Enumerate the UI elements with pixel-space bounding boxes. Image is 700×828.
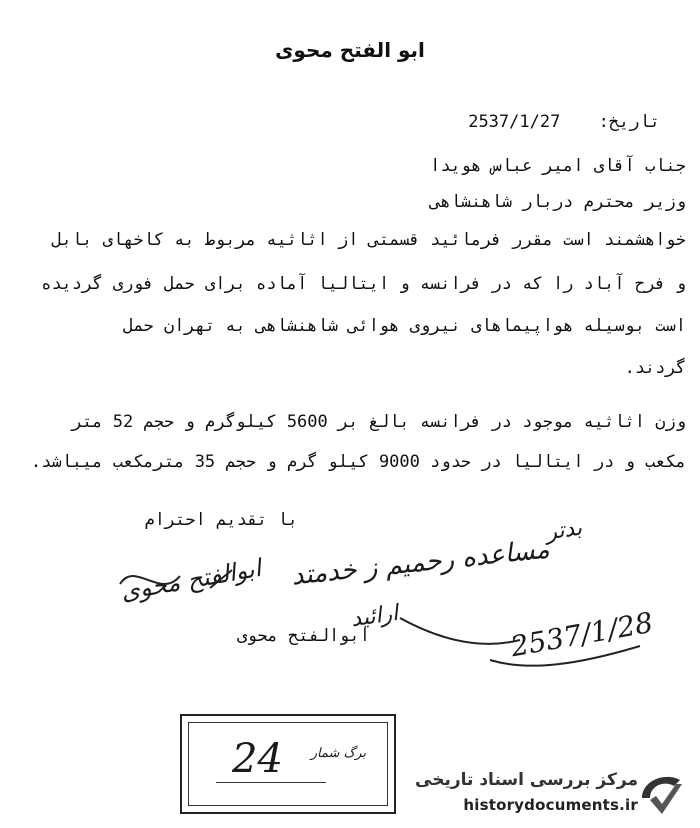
recipient-title: وزیر محترم دربار شاهنشاهی (430, 192, 686, 212)
stamp-label: برگ شمار (310, 746, 366, 761)
watermark-name: مرکز بررسی اسناد تاریخی (415, 770, 638, 790)
handwritten-initials: ارائید (349, 600, 400, 633)
body-line: است بوسیله هواپیماهای نیروی هوائی شاهنشاهی به تهران حمل (123, 316, 686, 336)
recipient-name: جناب آقای امیر عباس هویدا (430, 156, 686, 176)
closing-text: با تقدیم احترام (144, 510, 298, 530)
body-line: خواهشمند است مقرر فرمائید قسمتی از اثاثیه مربوط به کاخهای بابل (51, 230, 686, 250)
page-stamp (180, 714, 396, 814)
handwritten-note: بدتر (544, 515, 584, 546)
date-label: تاریخ: (598, 112, 660, 132)
pen-stroke (210, 570, 232, 588)
watermark-url: historydocuments.ir (463, 796, 638, 814)
body-line: گردند. (624, 358, 686, 378)
handwritten-signature: ابوالفتح محوی (118, 553, 264, 607)
signature-name: ابوالفتح محوی (236, 626, 370, 646)
letter-title: ابو الفتح محوی (275, 38, 425, 62)
weight-line: وزن اثاثیه موجود در فرانسه بالغ بر 5600 کیلوگرم و حجم 52 متر (71, 412, 686, 432)
stamp-underline (216, 782, 326, 783)
watermark-logo-icon (636, 770, 688, 820)
stamp-number: 24 (232, 736, 283, 782)
body-line: و فرح آباد را که در فرانسه و ایتالیا آماده برای حمل فوری گردیده (41, 274, 686, 294)
handwritten-date: 2537/1/28 (508, 605, 656, 664)
handwritten-note: مساعده رحمیم ز خدمتد (290, 534, 551, 592)
pen-stroke (400, 618, 520, 644)
pen-stroke (490, 646, 640, 666)
date-value: 2537/1/27 (468, 112, 561, 132)
pen-stroke (120, 576, 180, 584)
weight-line: مکعب و در ایتالیا در حدود 9000 کیلو گرم و حجم 35 مترمکعب میباشد. (30, 452, 686, 472)
